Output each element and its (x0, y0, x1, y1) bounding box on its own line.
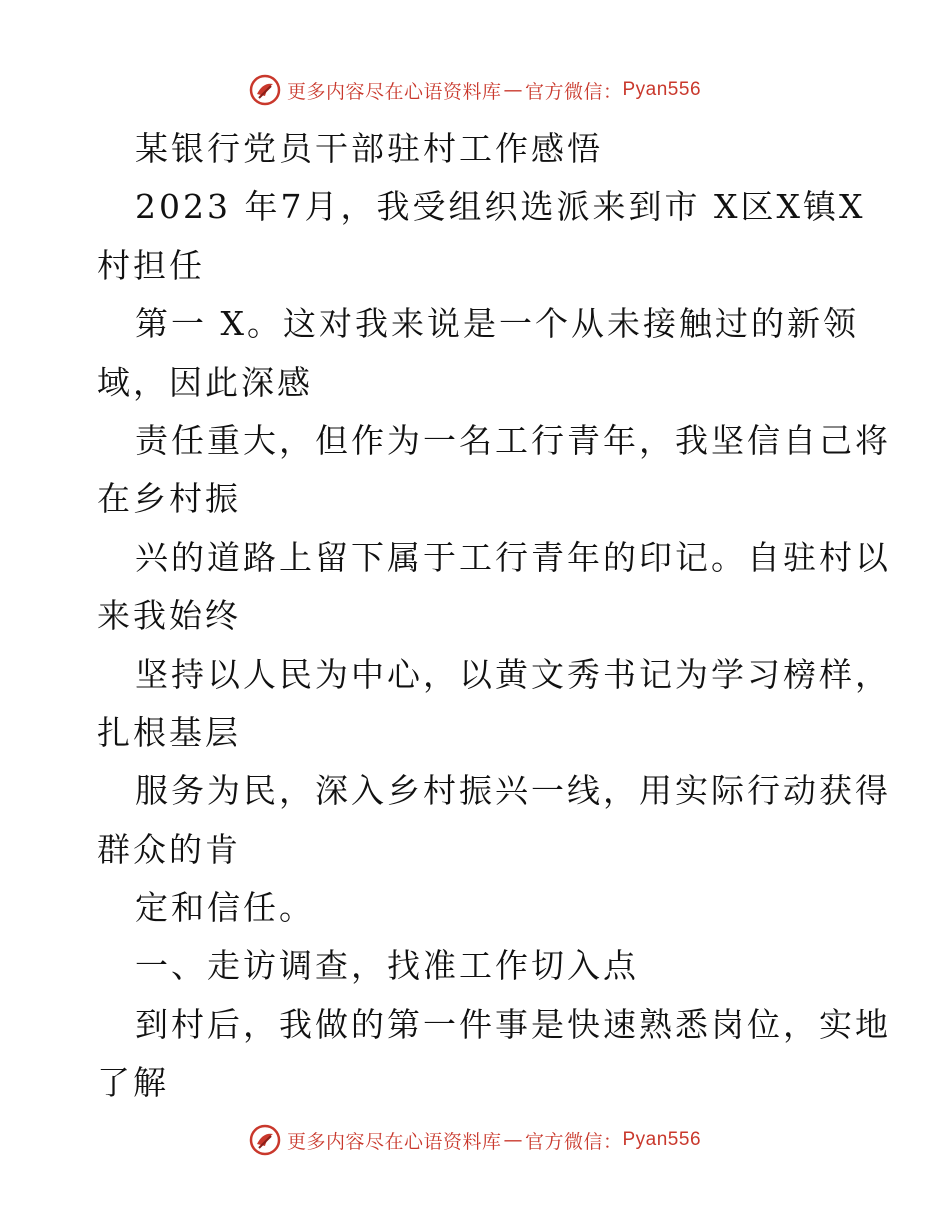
header-watermark (0, 70, 950, 110)
text-line: 到村后，我做的第一件事是快速熟悉岗位，实地 (135, 1004, 891, 1044)
text-line: 一、走访调查，找准工作切入点 (135, 946, 639, 986)
text-line: 来我始终 (97, 596, 241, 636)
watermark-dash: — (503, 1129, 523, 1151)
watermark-label: 官方微信： (524, 80, 623, 103)
text-line: 村担任 (97, 245, 205, 285)
document-body (97, 120, 891, 1113)
watermark-id: Pyan556 (622, 79, 702, 100)
text-line: 在乡村振 (97, 479, 241, 519)
text-line: 定和信任。 (135, 888, 315, 928)
watermark-label: 官方微信： (524, 1130, 623, 1153)
watermark-id: Pyan556 (622, 1129, 702, 1150)
text-line: 某银行党员干部驻村工作感悟 (135, 129, 603, 168)
text-line: 了解 (97, 1063, 169, 1103)
text-line: 2023 年7月，我受组织选派来到市 X区X镇X (135, 187, 866, 227)
text-line: 服务为民，深入乡村振兴一线，用实际行动获得 (135, 771, 891, 811)
brand-logo-icon (249, 1124, 281, 1156)
watermark-brand: 更多内容尽在心语资料库 (286, 80, 502, 103)
text-line: 群众的肯 (97, 829, 241, 869)
brand-logo-icon (249, 74, 281, 106)
text-line: 第一 X。这对我来说是一个从未接触过的新领 (135, 304, 859, 344)
text-line: 坚持以人民为中心，以黄文秀书记为学习榜样， (135, 654, 891, 694)
text-line: 兴的道路上留下属于工行青年的印记。自驻村以 (135, 537, 891, 577)
text-line: 扎根基层 (97, 712, 241, 752)
footer-watermark (0, 1120, 950, 1160)
watermark-dash: — (503, 79, 523, 101)
text-line: 域，因此深感 (97, 362, 313, 402)
text-line: 责任重大，但作为一名工行青年，我坚信自己将 (135, 420, 891, 460)
watermark-brand: 更多内容尽在心语资料库 (286, 1130, 502, 1153)
